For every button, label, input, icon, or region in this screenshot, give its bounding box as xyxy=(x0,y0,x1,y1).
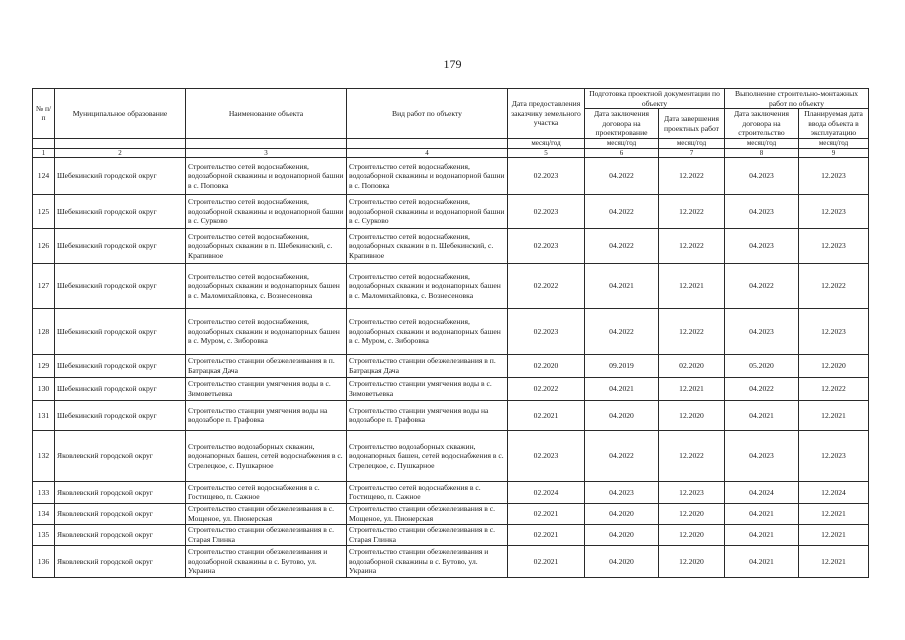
work-type-cell: Строительство сетей водоснабжения, водозаборных скважин и водонапорных башен в с. Муром, с. Зиборовка xyxy=(347,308,508,354)
land-date-cell: 02.2023 xyxy=(508,228,585,263)
land-date-cell: 02.2023 xyxy=(508,157,585,194)
column-number: 7 xyxy=(659,148,725,157)
column-number: 6 xyxy=(585,148,659,157)
object-name-cell: Строительство станции обезжелезивания и водозаборной скважины в с. Бутово, ул. Украина xyxy=(186,545,347,577)
object-name-cell: Строительство станции обезжелезивания в с. Мощеное, ул. Пионерская xyxy=(186,503,347,524)
design-contract-date-cell: 04.2020 xyxy=(585,503,659,524)
row-number: 130 xyxy=(33,377,55,400)
table-row xyxy=(33,194,869,228)
work-type-cell: Строительство сетей водоснабжения, водозаборной скважины и водонапорной башни в с. Сурково xyxy=(347,194,508,228)
row-number: 133 xyxy=(33,481,55,503)
row-number: 132 xyxy=(33,430,55,481)
column-number: 8 xyxy=(725,148,799,157)
work-type-cell: Строительство станции умягчения воды на водозаборе п. Графовка xyxy=(347,400,508,430)
build-contract-date-cell: 04.2021 xyxy=(725,503,799,524)
commissioning-date-cell: 12.2023 xyxy=(799,308,869,354)
header-build-group: Выполнение строительно-монтажных работ по объекту xyxy=(725,89,869,109)
object-name-cell: Строительство сетей водоснабжения, водозаборной скважины и водонапорной башни в с. Сурково xyxy=(186,194,347,228)
design-contract-date-cell: 04.2022 xyxy=(585,228,659,263)
object-name-cell: Строительство сетей водоснабжения, водозаборной скважины и водонапорной башни в с. Поповка xyxy=(186,157,347,194)
design-end-date-cell: 12.2021 xyxy=(659,263,725,308)
design-contract-date-cell: 04.2022 xyxy=(585,430,659,481)
table-row xyxy=(33,545,869,577)
design-contract-date-cell: 04.2020 xyxy=(585,400,659,430)
header-design-contract-date: Дата заключения договора на проектирование xyxy=(585,109,659,139)
commissioning-date-cell: 12.2021 xyxy=(799,545,869,577)
land-date-cell: 02.2024 xyxy=(508,481,585,503)
header-work-type: Вид работ по объекту xyxy=(347,89,508,139)
row-number: 124 xyxy=(33,157,55,194)
land-date-cell: 02.2022 xyxy=(508,377,585,400)
commissioning-date-cell: 12.2024 xyxy=(799,481,869,503)
design-contract-date-cell: 04.2023 xyxy=(585,481,659,503)
work-type-cell: Строительство водозаборных скважин, водонапорных башен, сетей водоснабжения в с. Стрелецкое, с. Пушкарное xyxy=(347,430,508,481)
table-row xyxy=(33,157,869,194)
commissioning-date-cell: 12.2023 xyxy=(799,228,869,263)
design-contract-date-cell: 09.2019 xyxy=(585,354,659,377)
unit-cell: месяц/год xyxy=(725,138,799,148)
row-number: 125 xyxy=(33,194,55,228)
row-number: 131 xyxy=(33,400,55,430)
design-contract-date-cell: 04.2022 xyxy=(585,194,659,228)
design-contract-date-cell: 04.2022 xyxy=(585,157,659,194)
header-municipality: Муниципальное образование xyxy=(55,89,186,139)
design-end-date-cell: 02.2020 xyxy=(659,354,725,377)
work-type-cell: Строительство станции обезжелезивания и водозаборной скважины в с. Бутово, ул. Украина xyxy=(347,545,508,577)
municipality-cell: Шебекинский городской округ xyxy=(55,228,186,263)
objects-table xyxy=(32,88,869,578)
municipality-cell: Шебекинский городской округ xyxy=(55,157,186,194)
page-number: 179 xyxy=(443,57,462,71)
work-type-cell: Строительство сетей водоснабжения, водозаборных скважин и водонапорных башен в с. Маломихайловка, с. Вознесеновка xyxy=(347,263,508,308)
work-type-cell: Строительство станции обезжелезивания в п. Батрацкая Дача xyxy=(347,354,508,377)
unit-cell-empty xyxy=(186,138,347,148)
row-number: 134 xyxy=(33,503,55,524)
municipality-cell: Яковлевский городской округ xyxy=(55,545,186,577)
header-design-end-date: Дата завершения проектных работ xyxy=(659,109,725,139)
build-contract-date-cell: 04.2023 xyxy=(725,430,799,481)
municipality-cell: Шебекинский городской округ xyxy=(55,194,186,228)
build-contract-date-cell: 04.2021 xyxy=(725,524,799,545)
design-contract-date-cell: 04.2022 xyxy=(585,308,659,354)
column-number: 1 xyxy=(33,148,55,157)
table-row xyxy=(33,400,869,430)
object-name-cell: Строительство станции умягчения воды на водозаборе п. Графовка xyxy=(186,400,347,430)
land-date-cell: 02.2023 xyxy=(508,308,585,354)
land-date-cell: 02.2021 xyxy=(508,524,585,545)
row-number: 129 xyxy=(33,354,55,377)
table-row xyxy=(33,503,869,524)
unit-cell: месяц/год xyxy=(585,138,659,148)
design-end-date-cell: 12.2022 xyxy=(659,194,725,228)
table-row xyxy=(33,377,869,400)
commissioning-date-cell: 12.2020 xyxy=(799,354,869,377)
object-name-cell: Строительство станции умягчения воды в с. Зимоветьевка xyxy=(186,377,347,400)
object-name-cell: Строительство сетей водоснабжения, водозаборных скважин в п. Шебекинский, с. Крапивное xyxy=(186,228,347,263)
design-end-date-cell: 12.2020 xyxy=(659,400,725,430)
object-name-cell: Строительство станции обезжелезивания в с. Старая Глинка xyxy=(186,524,347,545)
design-end-date-cell: 12.2021 xyxy=(659,377,725,400)
build-contract-date-cell: 04.2023 xyxy=(725,308,799,354)
design-contract-date-cell: 04.2020 xyxy=(585,545,659,577)
land-date-cell: 02.2021 xyxy=(508,545,585,577)
design-contract-date-cell: 04.2021 xyxy=(585,263,659,308)
header-commissioning-date: Планируемая дата ввода объекта в эксплуатацию xyxy=(799,109,869,139)
design-end-date-cell: 12.2022 xyxy=(659,157,725,194)
build-contract-date-cell: 04.2021 xyxy=(725,400,799,430)
object-name-cell: Строительство водозаборных скважин, водонапорных башен, сетей водоснабжения в с. Стрелецкое, с. Пушкарное xyxy=(186,430,347,481)
unit-cell-empty xyxy=(55,138,186,148)
build-contract-date-cell: 04.2021 xyxy=(725,545,799,577)
commissioning-date-cell: 12.2021 xyxy=(799,503,869,524)
design-end-date-cell: 12.2020 xyxy=(659,503,725,524)
commissioning-date-cell: 12.2021 xyxy=(799,524,869,545)
land-date-cell: 02.2021 xyxy=(508,503,585,524)
table-row xyxy=(33,524,869,545)
column-number: 5 xyxy=(508,148,585,157)
header-number: № п/п xyxy=(33,89,55,139)
work-type-cell: Строительство станции умягчения воды в с. Зимоветьевка xyxy=(347,377,508,400)
municipality-cell: Яковлевский городской округ xyxy=(55,481,186,503)
commissioning-date-cell: 12.2021 xyxy=(799,400,869,430)
build-contract-date-cell: 05.2020 xyxy=(725,354,799,377)
row-number: 128 xyxy=(33,308,55,354)
build-contract-date-cell: 04.2024 xyxy=(725,481,799,503)
commissioning-date-cell: 12.2023 xyxy=(799,430,869,481)
work-type-cell: Строительство сетей водоснабжения, водозаборных скважин в п. Шебекинский, с. Крапивное xyxy=(347,228,508,263)
object-name-cell: Строительство станции обезжелезивания в п. Батрацкая Дача xyxy=(186,354,347,377)
header-object-name: Наименование объекта xyxy=(186,89,347,139)
row-number: 126 xyxy=(33,228,55,263)
municipality-cell: Шебекинский городской округ xyxy=(55,400,186,430)
unit-cell-empty xyxy=(33,138,55,148)
table-row xyxy=(33,430,869,481)
commissioning-date-cell: 12.2023 xyxy=(799,194,869,228)
table-row xyxy=(33,308,869,354)
header-design-group: Подготовка проектной документации по объекту xyxy=(585,89,725,109)
design-end-date-cell: 12.2022 xyxy=(659,308,725,354)
municipality-cell: Шебекинский городской округ xyxy=(55,308,186,354)
column-number: 4 xyxy=(347,148,508,157)
row-number: 127 xyxy=(33,263,55,308)
column-number: 2 xyxy=(55,148,186,157)
municipality-cell: Шебекинский городской округ xyxy=(55,354,186,377)
table-row xyxy=(33,263,869,308)
unit-cell: месяц/год xyxy=(508,138,585,148)
table-row xyxy=(33,228,869,263)
land-date-cell: 02.2020 xyxy=(508,354,585,377)
design-contract-date-cell: 04.2021 xyxy=(585,377,659,400)
land-date-cell: 02.2022 xyxy=(508,263,585,308)
municipality-cell: Яковлевский городской округ xyxy=(55,503,186,524)
unit-cell: месяц/год xyxy=(659,138,725,148)
work-type-cell: Строительство станции обезжелезивания в с. Старая Глинка xyxy=(347,524,508,545)
design-end-date-cell: 12.2022 xyxy=(659,228,725,263)
build-contract-date-cell: 04.2022 xyxy=(725,263,799,308)
commissioning-date-cell: 12.2022 xyxy=(799,377,869,400)
design-end-date-cell: 12.2023 xyxy=(659,481,725,503)
land-date-cell: 02.2023 xyxy=(508,194,585,228)
municipality-cell: Яковлевский городской округ xyxy=(55,430,186,481)
municipality-cell: Шебекинский городской округ xyxy=(55,377,186,400)
build-contract-date-cell: 04.2023 xyxy=(725,157,799,194)
design-end-date-cell: 12.2020 xyxy=(659,545,725,577)
table-body xyxy=(33,157,869,577)
unit-cell: месяц/год xyxy=(799,138,869,148)
work-type-cell: Строительство сетей водоснабжения в с. Гостищево, п. Сажное xyxy=(347,481,508,503)
design-contract-date-cell: 04.2020 xyxy=(585,524,659,545)
work-type-cell: Строительство станции обезжелезивания в с. Мощеное, ул. Пионерская xyxy=(347,503,508,524)
commissioning-date-cell: 12.2023 xyxy=(799,157,869,194)
table-row xyxy=(33,481,869,503)
object-name-cell: Строительство сетей водоснабжения, водозаборных скважин и водонапорных башен в с. Муром, с. Зиборовка xyxy=(186,308,347,354)
design-end-date-cell: 12.2022 xyxy=(659,430,725,481)
column-number: 9 xyxy=(799,148,869,157)
row-number: 135 xyxy=(33,524,55,545)
work-type-cell: Строительство сетей водоснабжения, водозаборной скважины и водонапорной башни в с. Поповка xyxy=(347,157,508,194)
object-name-cell: Строительство сетей водоснабжения в с. Гостищево, п. Сажное xyxy=(186,481,347,503)
municipality-cell: Шебекинский городской округ xyxy=(55,263,186,308)
row-number: 136 xyxy=(33,545,55,577)
build-contract-date-cell: 04.2023 xyxy=(725,194,799,228)
object-name-cell: Строительство сетей водоснабжения, водозаборных скважин и водонапорных башен в с. Маломихайловка, с. Вознесеновка xyxy=(186,263,347,308)
design-end-date-cell: 12.2020 xyxy=(659,524,725,545)
table-row xyxy=(33,354,869,377)
commissioning-date-cell: 12.2022 xyxy=(799,263,869,308)
header-build-contract-date: Дата заключения договора на строительство xyxy=(725,109,799,139)
municipality-cell: Яковлевский городской округ xyxy=(55,524,186,545)
unit-cell-empty xyxy=(347,138,508,148)
column-number: 3 xyxy=(186,148,347,157)
header-land-date: Дата предоставления заказчику земельного участка xyxy=(508,89,585,139)
land-date-cell: 02.2023 xyxy=(508,430,585,481)
land-date-cell: 02.2021 xyxy=(508,400,585,430)
build-contract-date-cell: 04.2023 xyxy=(725,228,799,263)
build-contract-date-cell: 04.2022 xyxy=(725,377,799,400)
